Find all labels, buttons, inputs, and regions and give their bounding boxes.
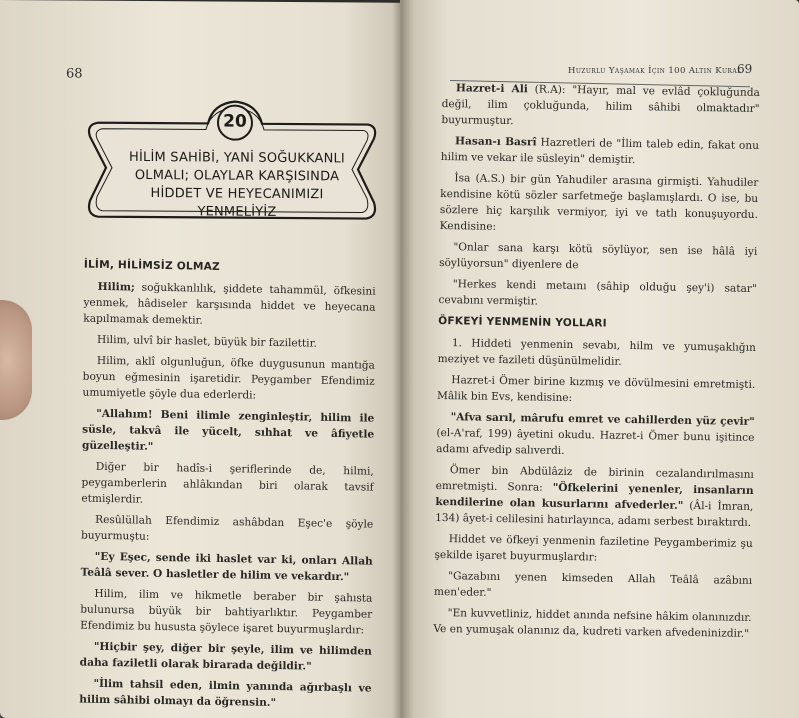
chapter-title [108,149,366,223]
paragraph-text: Ömer bin Abdülâziz de birinin cezalandırılmasını emretmişti. Sonra: [435,464,754,494]
hadith-quote: "Hiçbir şey, diğer bir şeyle, ilim ve hilimden daha faziletli olarak birarada değildir." [79,640,372,673]
section-heading: ÖFKEYİ YENMENİN YOLLARI [438,314,607,330]
paragraph: Hilim, ilim ve hikmetle beraber bir şahısta bulunursa büyük bir bahtiyarlıktır. Peygamber Efendimiz bu hususta şöylece işaret buyurmuşlardır: [80,587,373,637]
holding-thumb [0,300,32,420]
paragraph-text: (Âl-i İmran, 134) âyet-i celilesini hatırlayınca, adamı serbest bıraktırdı. [435,499,754,529]
chapter-title-line: YENMELİYİZ [197,204,277,220]
book-gutter [392,0,414,718]
running-head: Huzurlu Yaşamak İçin 100 Altın Kural [568,66,742,76]
chapter-title-line: OLMALI; OLAYLAR KARŞISINDA [134,167,340,185]
right-page [400,0,799,718]
paragraph-text: Hazretleri de "İlim taleb edin, fakat onu hilim ve vekar ile süsleyin" demiştir. [440,136,760,167]
paragraph [435,462,754,531]
bold-term: Hasan-ı Basrî [454,135,537,149]
paragraph: Resûlüllah Efendimiz ashâbdan Eşec'e şöyle buyurmuştu: [80,513,374,543]
quran-quote: "Afva sarıl, mârufu emret ve cahillerden yüz çevir" [450,411,755,428]
right-body-text [433,80,760,647]
page-number-left: 68 [66,66,83,82]
bold-term: Hazret-i Ali [455,82,528,96]
left-body-text [79,253,376,718]
paragraph [83,279,375,332]
paragraph: "Herkes kendi metaını (sâhip olduğu şey'i) satar" cevabını vermiştir. [438,278,757,308]
bold-term: Hilim; [97,280,135,294]
section-heading: İLİM, HİLİMSİZ OLMAZ [83,258,220,273]
paragraph-text: (el-A'raf, 199) âyetini okudu. Hazret-i Ömer bunu işitince adamı afvedip salıverdi. [436,426,755,457]
hadith-quote: "Ey Eşec, sende iki haslet var ki, onları Allah Teâlâ sever. O hasletler de hilim ve vekardır." [80,550,373,584]
quran-quote: "Öfkelerini yenenler, insanların kendilerine olan kusurlarını afvederler." [435,481,754,512]
hadith-quote: "Allahım! Beni ilimle zenginleştir, hilim ile süsle, takvâ ile yücelt, sıhhat ve âfiyetle güzelleştir." [81,407,375,453]
chapter-title-line: HİLİM SAHİBİ, YANİ SOĞUKKANLI [129,149,345,167]
paragraph [436,409,755,462]
page-number-right: 69 [737,62,753,76]
chapter-number: 20 [223,111,247,132]
chapter-title-line: HİDDET VE HEYECANIMIZI [150,186,324,203]
paragraph [441,133,759,170]
paragraph [441,80,760,133]
paragraph: Hazret-i Ömer birine kızmış ve dövülmesini emretmişti. Mâlik bin Evs, kendisine: [436,374,756,405]
paragraph: Hiddet ve öfkeyi yenmenin faziletine Peygamberimiz şu şekilde işaret buyurmuşlardır: [434,533,753,564]
paragraph: Hilim, ulvî bir haslet, büyük bir fazilettir. [97,333,317,350]
paragraph-text: (R.A): "Hayır, mal ve evlâd çokluğunda değil, ilim çokluğunda, hilim sâhibi olmaktadır" buyurmuştur. [441,83,760,128]
paragraph: Diğer bir hadîs-i şeriflerinde de, hilmi, peygamberlerin ahlâkından biri olarak tavsif etmişlerdir. [81,460,374,506]
paragraph: "En kuvvetliniz, hiddet anında nefsine hâkim olanınızdır. Ve en yumuşak olanınız da, kudreti varken afvedeninizdir." [433,607,752,640]
paragraph: İsa (A.S.) bir gün Yahudiler arasına girmişti. Yahudiler kendisine kötü sözler sarfetmeğe başlamışlardı. O ise, bu sözlere hiç karşılık vermiyor, iyi ve tatlı konuşuyordu. Kendisine: [439,172,759,233]
paragraph-text: soğukkanlılık, şiddete tahammül, öfkesini yenmek, hâdiseler karşısında hiddet ve heyecana kapılmamak demektir. [83,281,376,327]
hadith-quote: "İlim tahsil eden, ilmin yanında ağırbaşlı ve hilim sâhibi olmayı da öğrensin." [79,677,372,709]
chapter-title-banner [78,93,388,245]
paragraph: "Gazabını yenen kimseden Allah Teâlâ azâbını men'eder." [433,570,753,599]
paragraph: "Onlar sana karşı kötü söylüyor, sen ise hâlâ iyi söylüyorsun" diyenlere de [439,241,758,272]
paragraph: 1. Hiddeti yenmenin sevabı, hilm ve yumuşaklığın meziyet ve fazileti düşünülmelidir. [437,337,756,368]
paragraph: Hilim, aklî olgunluğun, öfke duygusunun mantığa boyun eğmesinin işaretidir. Peygamber Efendimiz umumiyetle şöyle dua ederlerdi: [82,354,375,402]
